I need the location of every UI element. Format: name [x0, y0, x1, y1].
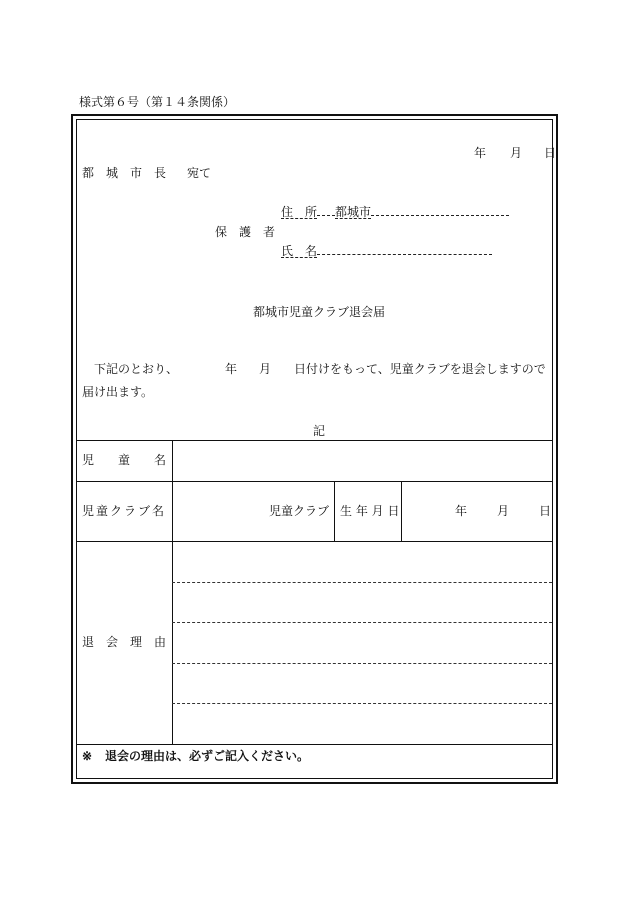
- birth-year-label: 年: [455, 504, 468, 518]
- body-line1-start: 下記のとおり、: [94, 362, 179, 376]
- guardian-title: 保 護 者: [215, 225, 276, 239]
- body-line1-month: 月: [259, 362, 272, 376]
- date-day-label: 日: [544, 146, 557, 160]
- label-column-divider: [172, 440, 173, 744]
- birth-date-label: 生 年 月 日: [340, 504, 400, 518]
- guardian-name-label: 氏 名: [281, 244, 318, 258]
- guardian-address-value: 都城市: [335, 205, 372, 219]
- club-suffix: 児童クラブ: [269, 504, 330, 518]
- form-number-label: 様式第６号（第１４条関係）: [79, 95, 236, 109]
- club-birth-divider-1: [334, 481, 335, 541]
- form-inner-frame: [76, 119, 557, 779]
- reason-label: 退 会 理 由: [82, 635, 167, 649]
- date-year-label: 年: [474, 146, 487, 160]
- reason-line-1: [172, 582, 552, 583]
- body-line1-year: 年: [225, 362, 238, 376]
- addressee-mayor: 都 城 市 長: [82, 166, 167, 180]
- form-outer-frame: [71, 114, 558, 784]
- addressee-to: 宛て: [187, 166, 212, 180]
- guardian-address-line: [281, 206, 509, 219]
- guardian-address-field[interactable]: [371, 215, 509, 216]
- date-month-label: 月: [510, 146, 523, 160]
- reason-line-2: [172, 622, 552, 623]
- ki-label: 記: [313, 424, 326, 438]
- guardian-name-field[interactable]: [317, 254, 492, 255]
- birth-month-label: 月: [497, 504, 510, 518]
- guardian-name-line: [281, 245, 492, 258]
- reason-line-3: [172, 663, 552, 664]
- note-text: 退会の理由は、必ずご記入ください。: [105, 749, 310, 763]
- child-name-field[interactable]: [173, 441, 558, 481]
- row-divider-3: [77, 744, 552, 745]
- guardian-address-label: 住 所: [281, 205, 318, 219]
- row-divider-1: [77, 481, 552, 482]
- club-name-label: 児童クラブ名: [82, 504, 167, 518]
- birth-day-label: 日: [539, 504, 552, 518]
- row-divider-2: [77, 541, 552, 542]
- note-mark: ※: [82, 749, 93, 763]
- body-line1-end: 日付けをもって、児童クラブを退会しますので: [294, 362, 546, 376]
- address-gap: [317, 215, 335, 216]
- club-birth-divider-2: [401, 481, 402, 541]
- child-name-label: 児 童 名: [82, 453, 167, 467]
- reason-line-4: [172, 703, 552, 704]
- body-line2: 届け出ます。: [82, 385, 154, 399]
- document-title: 都城市児童クラブ退会届: [253, 305, 386, 319]
